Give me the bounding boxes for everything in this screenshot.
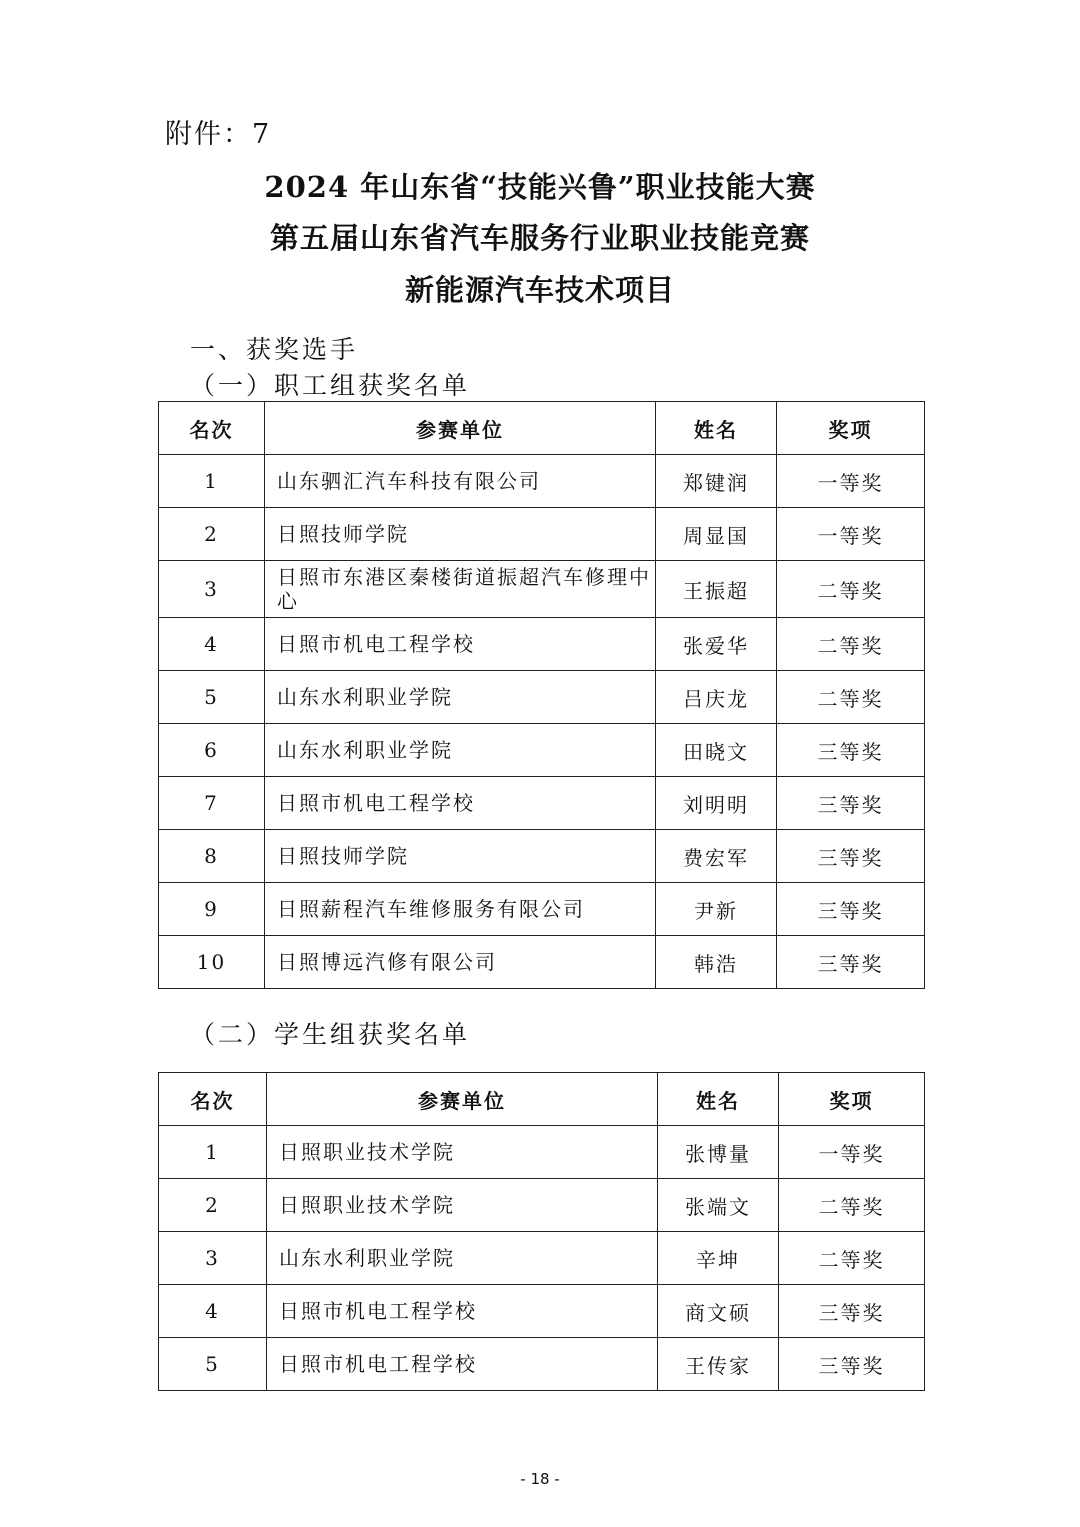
cell-name: 刘明明: [656, 777, 777, 830]
cell-award: 二等奖: [777, 561, 925, 618]
cell-rank: 8: [159, 830, 265, 883]
cell-rank: 5: [159, 1338, 267, 1391]
cell-name: 郑键润: [656, 455, 777, 508]
cell-unit: 日照职业技术学院: [267, 1126, 658, 1179]
header-award: 奖项: [779, 1073, 925, 1126]
table-row: [159, 936, 925, 989]
cell-unit: 日照博远汽修有限公司: [265, 936, 656, 989]
cell-rank: 5: [159, 671, 265, 724]
cell-award: 一等奖: [779, 1126, 925, 1179]
group1-heading: （一）职工组获奖名单: [190, 371, 471, 400]
cell-unit: 山东水利职业学院: [267, 1232, 658, 1285]
cell-rank: 7: [159, 777, 265, 830]
cell-award: 二等奖: [777, 671, 925, 724]
cell-rank: 6: [159, 724, 265, 777]
table-row: [159, 1285, 925, 1338]
table-header-row: [159, 1073, 925, 1126]
page-number: - 18 -: [520, 1470, 560, 1488]
header-name: 姓名: [656, 402, 777, 455]
cell-name: 辛坤: [658, 1232, 779, 1285]
cell-name: 王传家: [658, 1338, 779, 1391]
cell-unit: 日照职业技术学院: [267, 1179, 658, 1232]
cell-award: 三等奖: [777, 830, 925, 883]
cell-award: 三等奖: [779, 1285, 925, 1338]
cell-unit: 日照市机电工程学校: [267, 1338, 658, 1391]
table-row: [159, 724, 925, 777]
header-unit: 参赛单位: [267, 1073, 658, 1126]
cell-award: 三等奖: [777, 936, 925, 989]
cell-rank: 3: [159, 561, 265, 618]
header-award: 奖项: [777, 402, 925, 455]
cell-name: 商文硕: [658, 1285, 779, 1338]
cell-award: 三等奖: [777, 883, 925, 936]
table-row: [159, 777, 925, 830]
header-rank: 名次: [159, 402, 265, 455]
section-heading: 一、获奖选手: [190, 335, 359, 364]
cell-rank: 4: [159, 618, 265, 671]
cell-award: 二等奖: [779, 1179, 925, 1232]
table-row: [159, 508, 925, 561]
title-line-3: 新能源汽车技术项目: [404, 273, 675, 307]
cell-name: 费宏军: [656, 830, 777, 883]
cell-name: 吕庆龙: [656, 671, 777, 724]
group2-heading: （二）学生组获奖名单: [190, 1020, 471, 1049]
cell-rank: 1: [159, 455, 265, 508]
cell-rank: 9: [159, 883, 265, 936]
cell-unit: 日照技师学院: [265, 830, 656, 883]
cell-unit: 山东驷汇汽车科技有限公司: [265, 455, 656, 508]
table-row: [159, 1126, 925, 1179]
cell-name: 张爱华: [656, 618, 777, 671]
cell-unit: 日照市机电工程学校: [267, 1285, 658, 1338]
cell-unit: 山东水利职业学院: [265, 671, 656, 724]
cell-rank: 2: [159, 1179, 267, 1232]
cell-unit: 山东水利职业学院: [265, 724, 656, 777]
cell-rank: 2: [159, 508, 265, 561]
cell-award: 二等奖: [777, 618, 925, 671]
cell-award: 三等奖: [777, 777, 925, 830]
header-unit: 参赛单位: [265, 402, 656, 455]
cell-name: 韩浩: [656, 936, 777, 989]
header-rank: 名次: [159, 1073, 267, 1126]
cell-award: 一等奖: [777, 455, 925, 508]
cell-award: 二等奖: [779, 1232, 925, 1285]
header-name: 姓名: [658, 1073, 779, 1126]
cell-name: 周显国: [656, 508, 777, 561]
table-row: [159, 883, 925, 936]
cell-rank: 1: [159, 1126, 267, 1179]
cell-name: 张博量: [658, 1126, 779, 1179]
cell-name: 张端文: [658, 1179, 779, 1232]
table-row: [159, 1179, 925, 1232]
staff-award-table: [158, 401, 925, 989]
student-award-table: [158, 1072, 925, 1391]
cell-name: 王振超: [656, 561, 777, 618]
table-row: [159, 455, 925, 508]
cell-unit: 日照市机电工程学校: [265, 618, 656, 671]
cell-rank: 4: [159, 1285, 267, 1338]
table-row: [159, 1338, 925, 1391]
cell-unit: 日照市东港区秦楼街道振超汽车修理中心: [265, 561, 656, 618]
title-line-2: 第五届山东省汽车服务行业职业技能竞赛: [269, 221, 810, 255]
table-header-row: [159, 402, 925, 455]
cell-unit: 日照市机电工程学校: [265, 777, 656, 830]
table-row: [159, 561, 925, 618]
table-row: [159, 671, 925, 724]
table-row: [159, 1232, 925, 1285]
cell-award: 三等奖: [779, 1338, 925, 1391]
attachment-label: 附件：7: [165, 119, 272, 150]
cell-rank: 10: [159, 936, 265, 989]
cell-name: 尹新: [656, 883, 777, 936]
cell-unit: 日照技师学院: [265, 508, 656, 561]
cell-rank: 3: [159, 1232, 267, 1285]
title-line-1: 2024 年山东省“技能兴鲁”职业技能大赛: [264, 170, 816, 204]
table-row: [159, 830, 925, 883]
cell-award: 三等奖: [777, 724, 925, 777]
cell-award: 一等奖: [777, 508, 925, 561]
cell-unit: 日照薪程汽车维修服务有限公司: [265, 883, 656, 936]
cell-name: 田晓文: [656, 724, 777, 777]
table-row: [159, 618, 925, 671]
